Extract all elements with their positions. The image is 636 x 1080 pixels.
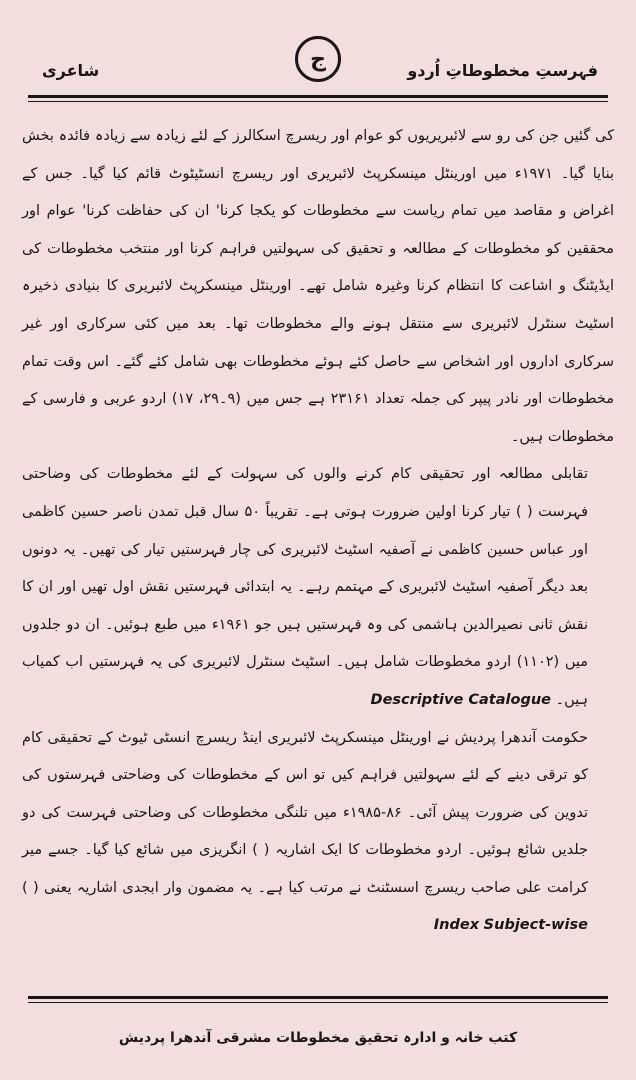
header-rule-thin: [28, 101, 608, 102]
term-subject-wise: Subject-wise: [483, 917, 588, 934]
footer-rule-thick: [28, 996, 608, 999]
page-footer: کتب خانہ و ادارہ تحقیق مخطوطات مشرقی آندھرا پردیش: [118, 1030, 518, 1046]
paragraph-2: [22, 456, 614, 719]
page-header: [0, 28, 636, 102]
paragraph-3-text: حکومت آندھرا پردیش نے اورینٹل مینسکرپٹ لائبریری اینڈ ریسرچ انسٹی ٹیوٹ کے تحقیقی کام کو ترقی دینے کے لئے سہولتیں فراہم کیں تو اس کے مخطوطات کی وضاحتی فہرستوں کی تدوین کی ضرورت پیش آئی۔ ۸۶-۱۹۸۵ء میں تلنگی مخطوطات کی وضاحتی فہرست کی دو جلدیں شائع ہوئیں۔ اردو مخطوطات کا ایک اشاریہ ( ) انگریزی میں شائع کیا گیا۔ جسے میر کرامت علی صاحب ریسرچ اسسٹنٹ نے مرتب کیا ہے۔ یہ مضمون وار ابجدی اشاریہ یعنی ( ): [22, 729, 588, 896]
header-book-title: فہرستِ مخطوطاتِ اُردو: [407, 61, 598, 80]
header-section-title: شاعری: [42, 61, 100, 80]
page-letter-badge: ج: [295, 36, 341, 82]
header-rule-thick: [28, 95, 608, 98]
page-body: [22, 118, 614, 978]
term-descriptive-catalogue: Descriptive Catalogue: [370, 691, 551, 708]
paragraph-2-text: تقابلی مطالعہ اور تحقیقی کام کرنے والوں کی سہولت کے لئے مخطوطات کی وضاحتی فہرست ( ) تیار کرنا اولین ضرورت ہوتی ہے۔ تقریباً ۵۰ سال قبل تمدن ناصر حسین کاظمی اور عباس حسین کاظمی نے آصفیہ اسٹیٹ لائبریری کی چار فہرستیں تیار کی تھیں۔ یہ دونوں بعد دیگر آصفیہ اسٹیٹ لائبریری کے مہتمم رہے۔ یہ ابتدائی فہرستیں نقش اول تھیں اور ان کا نقش ثانی نصیرالدین ہاشمی کی وہ فہرستیں ہیں جو ۱۹۶۱ء میں طبع ہوئیں۔ ان دو جلدوں میں (۱۱۰۲) اردو مخطوطات شامل ہیں۔ اسٹیٹ سنٹرل لائبریری کی یہ فہرستیں اب کمیاب ہیں۔: [22, 466, 589, 708]
paragraph-1: کی گئیں جن کی رو سے لائبریریوں کو عوام اور ریسرچ اسکالرز کے لئے زیادہ سے زیادہ فائدہ بخش بنایا گیا۔ ۱۹۷۱ء میں اورینٹل مینسکرپٹ لائبریری اور ریسرچ انسٹیٹوٹ قائم کیا گیا۔ جس کے اغراض و مقاصد میں تمام ریاست سے مخطوطات کو یکجا کرنا' ان کی حفاظت کرنا' عوام اور محققین کو مخطوطات کے مطالعہ و تحقیق کی سہولتیں فراہم کرنا اور منتخب مخطوطات کی ایڈیٹنگ و اشاعت کا انتظام کرنا وغیرہ شامل تھے۔ اورینٹل مینسکرپٹ لائبریری کا بنیادی ذخیرہ اسٹیٹ سنٹرل لائبریری سے منتقل ہونے والے مخطوطات تھا۔ بعد میں کئی سرکاری اور غیر سرکاری اداروں اور اشخاص سے حاصل کئے ہوئے مخطوطات بھی شامل کئے گئے۔ اس وقت تمام مخطوطات اور نادر پیپر کی جملہ تعداد ۲۳۱۶۱ ہے جس میں (۹۔۲۹، ۱۷) اردو عربی و فارسی کے مخطوطات ہیں۔: [22, 128, 614, 445]
paragraph-3: [22, 720, 614, 946]
term-index: Index: [433, 917, 480, 934]
footer-rule-thin: [28, 1002, 608, 1003]
